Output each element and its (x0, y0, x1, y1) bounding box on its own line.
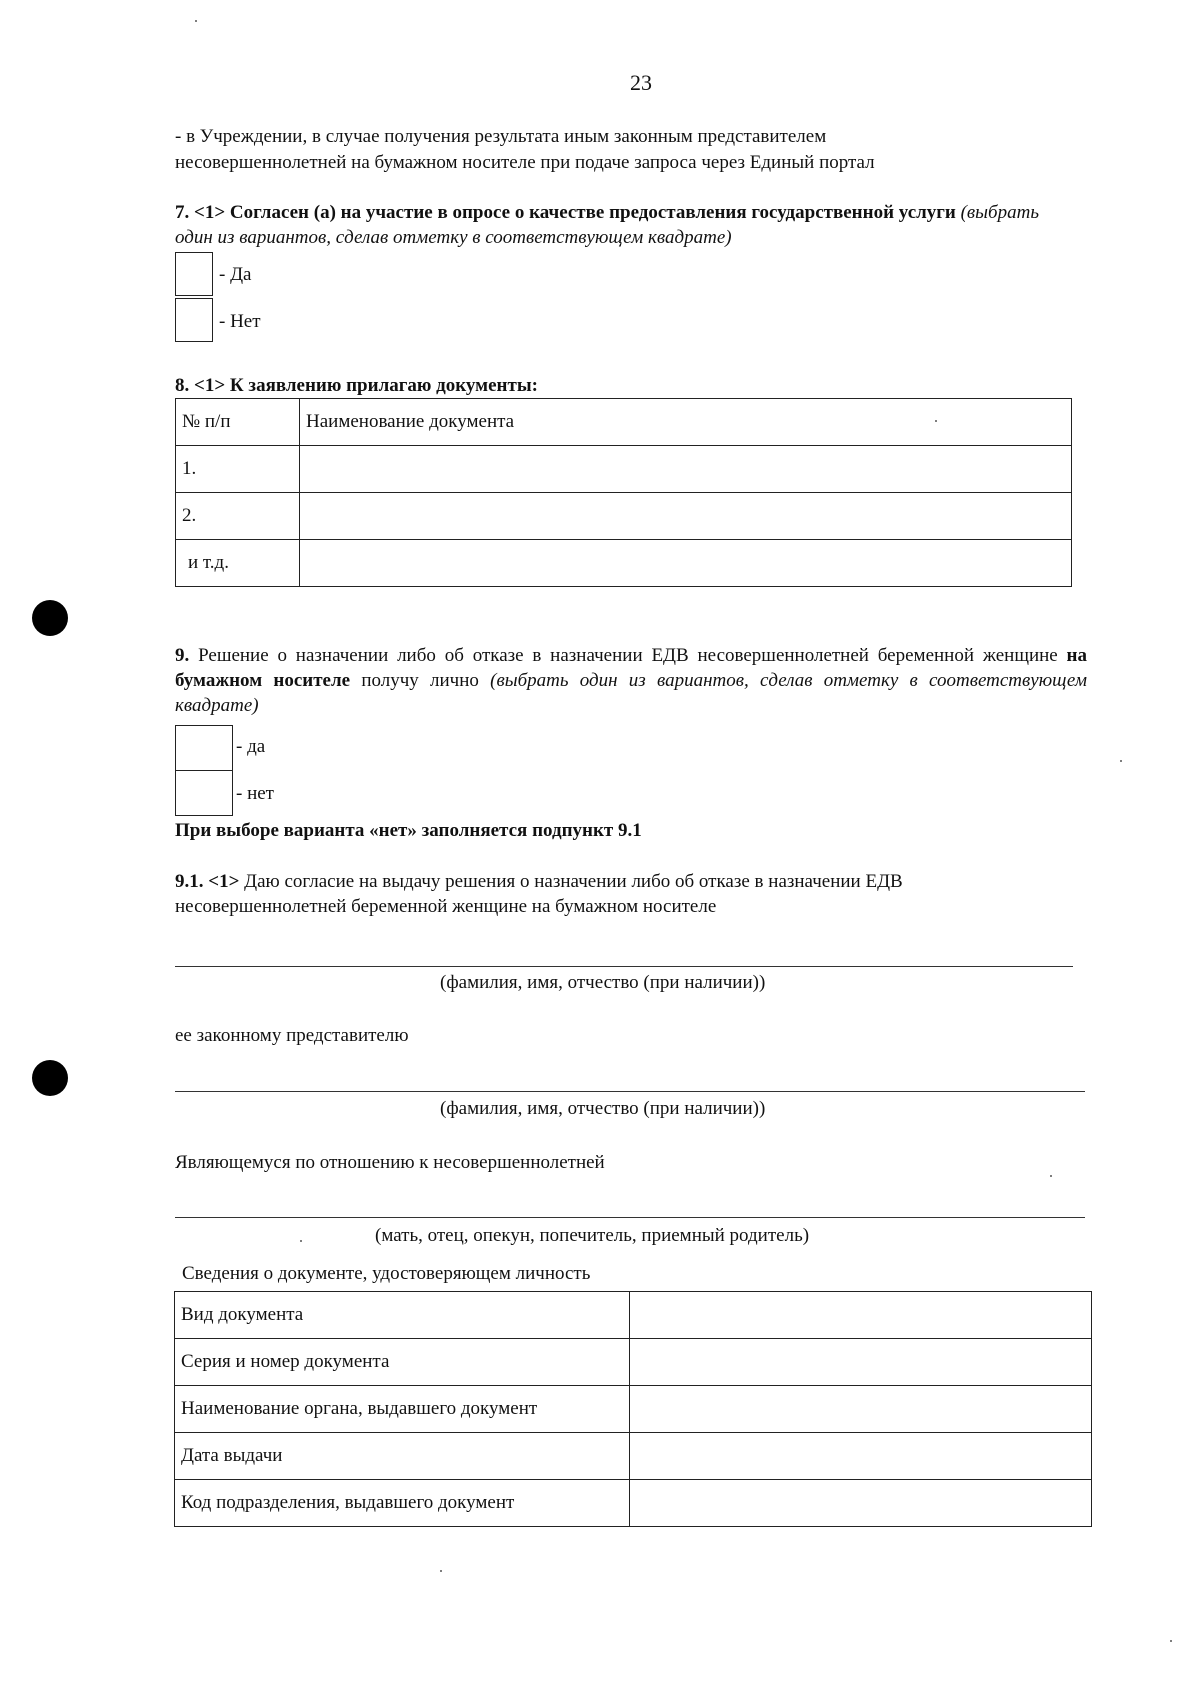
relation-line[interactable] (175, 1217, 1085, 1218)
section-9-1-text: Даю согласие на выдачу решения о назначении либо об отказе в назначении ЕДВ несовершеннолетней беременной женщине на бумажном носителе (175, 871, 903, 917)
id-field-label: Серия и номер документа (175, 1339, 630, 1386)
section-9-instruction: (выбрать один из вариантов, сделав отметку в соответствующем квадрате) (175, 670, 1087, 716)
scan-speck (935, 420, 937, 422)
intro-line-1: - в Учреждении, в случае получения результата иным законным представителем (175, 126, 827, 147)
fio-line-representative[interactable] (175, 1091, 1085, 1092)
page-number: 23 (630, 70, 652, 95)
document-name-cell[interactable] (300, 446, 1072, 493)
header-document-name: Наименование документа (300, 399, 1072, 446)
caption-relation: (мать, отец, опекун, попечитель, приемный родитель) (375, 1225, 810, 1246)
document-name-cell[interactable] (300, 540, 1072, 587)
table-row (175, 1339, 1092, 1386)
caption-fio-representative: (фамилия, имя, отчество (при наличии)) (440, 1098, 766, 1119)
option-decision-no-label: - нет (236, 783, 274, 804)
section-8-title: 8. <1> К заявлению прилагаю документы: (175, 375, 538, 396)
id-field-label: Наименование органа, выдавшего документ (175, 1386, 630, 1433)
table-row (175, 1480, 1092, 1527)
checkbox-decision-yes[interactable] (175, 725, 233, 771)
header-number: № п/п (176, 399, 300, 446)
section-7-bold: 7. <1> Согласен (а) на участие в опросе о качестве предоставления государственной услуги (175, 202, 956, 223)
section-9-1-number: 9.1. <1> (175, 871, 240, 892)
section-9-text-2: получу лично (361, 670, 479, 691)
table-row (176, 446, 1072, 493)
section-9-text: Решение о назначении либо об отказе в назначении ЕДВ несовершеннолетней беременной женщине (198, 645, 1058, 666)
id-field-value[interactable] (630, 1339, 1092, 1386)
table-row (175, 1292, 1092, 1339)
section-7-instruction: (выбрать один из вариантов, сделав отметку в соответствующем квадрате) (175, 202, 1039, 248)
id-document-title: Сведения о документе, удостоверяющем личность (182, 1263, 591, 1284)
option-decision-yes-label: - да (236, 736, 266, 757)
checkbox-decision-no[interactable] (175, 770, 233, 816)
table-row (175, 1433, 1092, 1480)
scan-speck (1050, 1175, 1052, 1177)
table-row (175, 1386, 1092, 1433)
id-document-table (174, 1291, 1092, 1527)
intro-line-2: несовершеннолетней на бумажном носителе при подаче запроса через Единый портал (175, 152, 875, 173)
id-field-value[interactable] (630, 1386, 1092, 1433)
row-number: и т.д. (176, 540, 300, 587)
id-field-label: Вид документа (175, 1292, 630, 1339)
punch-hole-top (32, 600, 68, 636)
punch-hole-bottom (32, 1060, 68, 1096)
scan-speck (1120, 760, 1122, 762)
scan-speck (195, 20, 197, 22)
row-number: 2. (176, 493, 300, 540)
id-field-value[interactable] (630, 1433, 1092, 1480)
checkbox-yes[interactable] (175, 252, 213, 296)
section-9-bold: на бумажном носителе (175, 645, 1087, 691)
documents-table (175, 398, 1072, 587)
document-name-cell[interactable] (300, 493, 1072, 540)
section-7-heading (175, 200, 1055, 250)
documents-table-header (176, 399, 1072, 446)
checkbox-no[interactable] (175, 298, 213, 342)
table-row (176, 540, 1072, 587)
id-field-label: Дата выдачи (175, 1433, 630, 1480)
option-yes-label: - Да (219, 264, 252, 285)
option-no-label: - Нет (219, 311, 261, 332)
id-field-value[interactable] (630, 1292, 1092, 1339)
scan-speck (300, 1240, 302, 1242)
id-field-value[interactable] (630, 1480, 1092, 1527)
section-9-number: 9. (175, 645, 190, 666)
id-field-label: Код подразделения, выдавшего документ (175, 1480, 630, 1527)
table-row (176, 493, 1072, 540)
caption-fio-minor: (фамилия, имя, отчество (при наличии)) (440, 972, 766, 993)
relation-label: Являющемуся по отношению к несовершеннолетней (175, 1152, 605, 1173)
section-9-1-paragraph (175, 869, 1055, 919)
section-9-paragraph (175, 643, 1087, 718)
scan-speck (440, 1570, 442, 1572)
scan-speck (1170, 1640, 1172, 1642)
representative-label: ее законному представителю (175, 1025, 409, 1046)
fio-line-minor[interactable] (175, 966, 1073, 967)
section-9-note: При выборе варианта «нет» заполняется подпункт 9.1 (175, 820, 642, 841)
row-number: 1. (176, 446, 300, 493)
